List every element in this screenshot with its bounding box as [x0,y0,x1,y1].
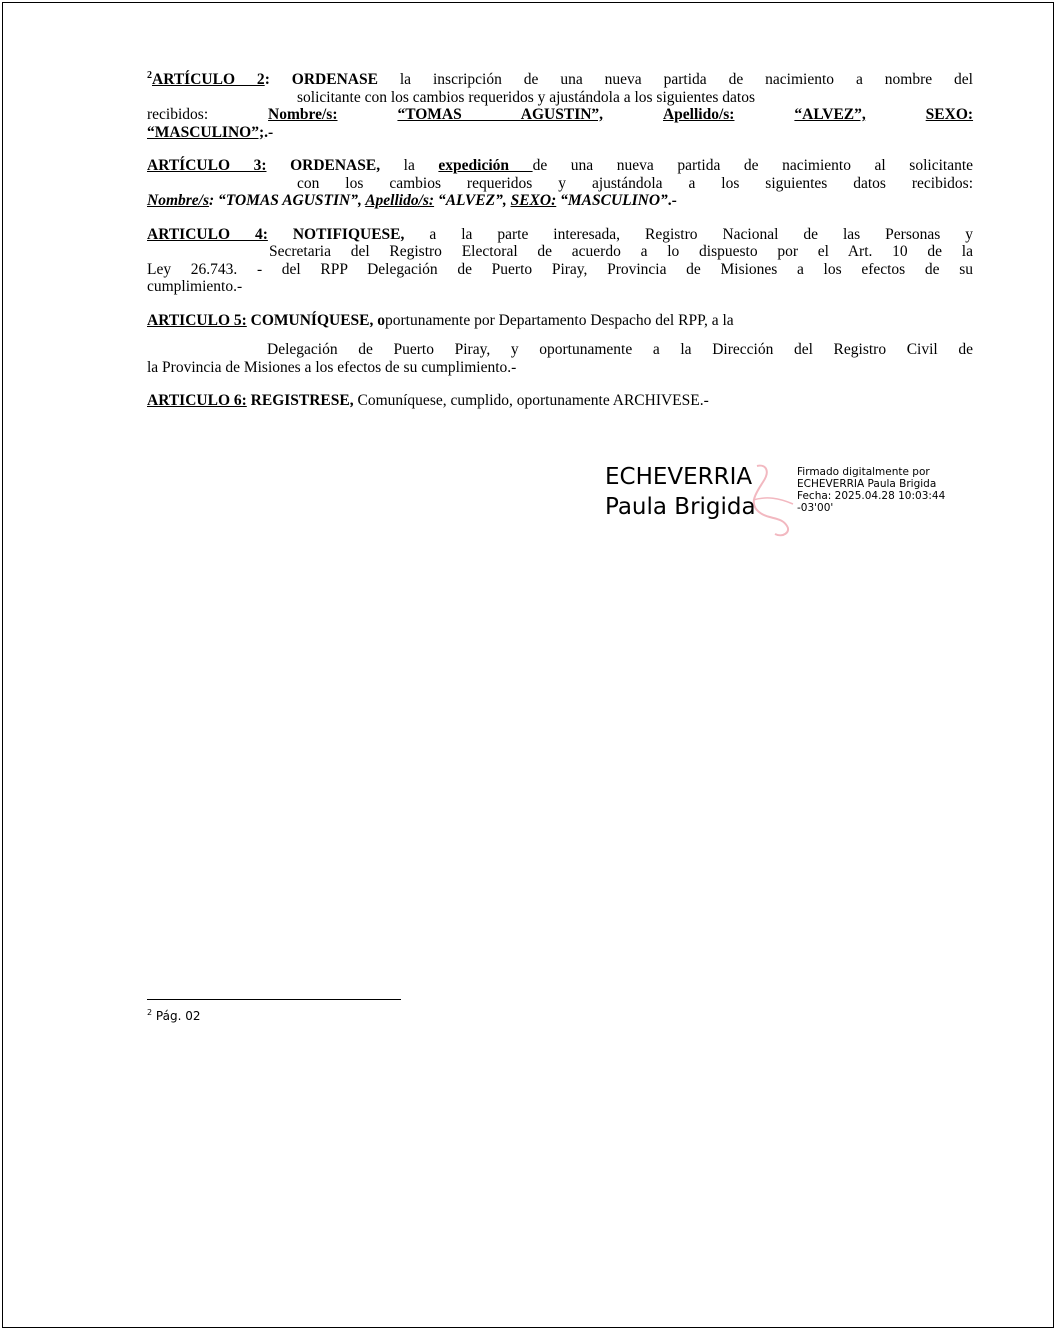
article-4-line-3: Ley 26.743. - del RPP Delegación de Puerto Piray, Provincia de Misiones a los efectos de su [147,260,973,278]
article-2-line-3: recibidos: Nombre/s: “TOMAS AGUSTIN”, Apellido/s: “ALVEZ”, SEXO: [147,106,974,123]
document-body [147,71,973,426]
article-6-verb: REGISTRESE, [250,392,354,409]
article-5: ARTICULO 5: COMUNÍQUESE, oportunamente por Departamento Despacho del RPP, a la Delegación de Puerto Piray, y oportunamente a la Dirección del Registro Civil de la Provincia de Misiones a los efectos de su cumplimiento.- [147,311,973,376]
article-2-verb: ORDENASE [291,71,378,88]
footnote-reference[interactable]: 2 [147,69,152,81]
article-2-line-2: solicitante con los cambios requeridos y ajustándola a los siguientes datos [297,88,756,106]
article-5-heading: ARTICULO 5: [147,311,247,329]
article-3-line-3: Nombre/s: “TOMAS AGUSTIN”, Apellido/s: “ALVEZ”, SEXO: “MASCULINO”.- [147,192,677,209]
article-5-line-3: la Provincia de Misiones a los efectos de su cumplimiento.- [147,358,517,376]
signature-details: Firmado digitalmente por ECHEVERRIA Paula Brigida Fecha: 2025.04.28 10:03:44 -03'00' [797,466,946,514]
article-3: ARTÍCULO 3: ORDENASE, la expedición de una nueva partida de nacimiento al solicitante con los cambios requeridos y ajustándola a los siguientes datos recibidos: Nombre/s: “TOMAS AGUSTIN”, Apellido/s: “ALVEZ”, SEXO: “MASCULINO”.- [147,157,974,209]
digital-signature[interactable] [605,462,995,542]
page [2,2,1054,1328]
article-6: ARTICULO 6: REGISTRESE, Comuníquese, cumplido, oportunamente ARCHIVESE.- [147,392,709,409]
article-4-verb: NOTIFIQUESE, [292,225,405,243]
article-4-heading: ARTICULO 4: [147,225,268,243]
article-3-heading: ARTÍCULO 3: [147,157,267,174]
signature-stroke [753,498,793,504]
article-5-verb: COMUNÍQUESE, o [250,311,386,329]
article-6-heading: ARTICULO 6: [147,392,247,409]
article-4: ARTICULO 4: NOTIFIQUESE, a la parte interesada, Registro Nacional de las Personas y Secretaria del Registro Electoral de acuerdo a lo dispuesto por el Art. 10 de la Ley 26.743. - del RPP Delegación de Puerto Piray, Provincia de Misiones a los efectos de su cumplimiento.- [147,225,973,295]
article-4-line-4: cumplimiento.- [147,278,243,295]
footnote-number: 2 [147,1008,153,1017]
footnote-text: Pág. 02 [152,1009,201,1023]
footnote [147,1008,200,1023]
signer-name: ECHEVERRIA Paula Brigida [605,464,756,520]
article-5-line-2: Delegación de Puerto Piray, y oportunamente a la Dirección del Registro Civil de [267,341,973,358]
article-2: $^2$ARTÍCULO 2: ORDENASE la inscripción de una nueva partida de nacimiento a nombre del solicitante con los cambios requeridos y ajustándola a los siguientes datos recibidos: Nombre/s: “TOMAS AGUSTIN”, Apellido/s: “ALVEZ”, SEXO: “MASCULINO”;.- [147,69,974,141]
article-3-verb: ORDENASE, [290,157,381,174]
article-4-line-2: Secretaria del Registro Electoral de acuerdo a lo dispuesto por el Art. 10 de la [269,243,973,260]
footnote-divider [147,999,401,1000]
article-3-line-2: con los cambios requeridos y ajustándola a los siguientes datos recibidos: [297,174,973,192]
article-2-heading: ARTÍCULO 2 [152,71,265,88]
article-2-line-4: “MASCULINO”;.- [147,123,274,141]
